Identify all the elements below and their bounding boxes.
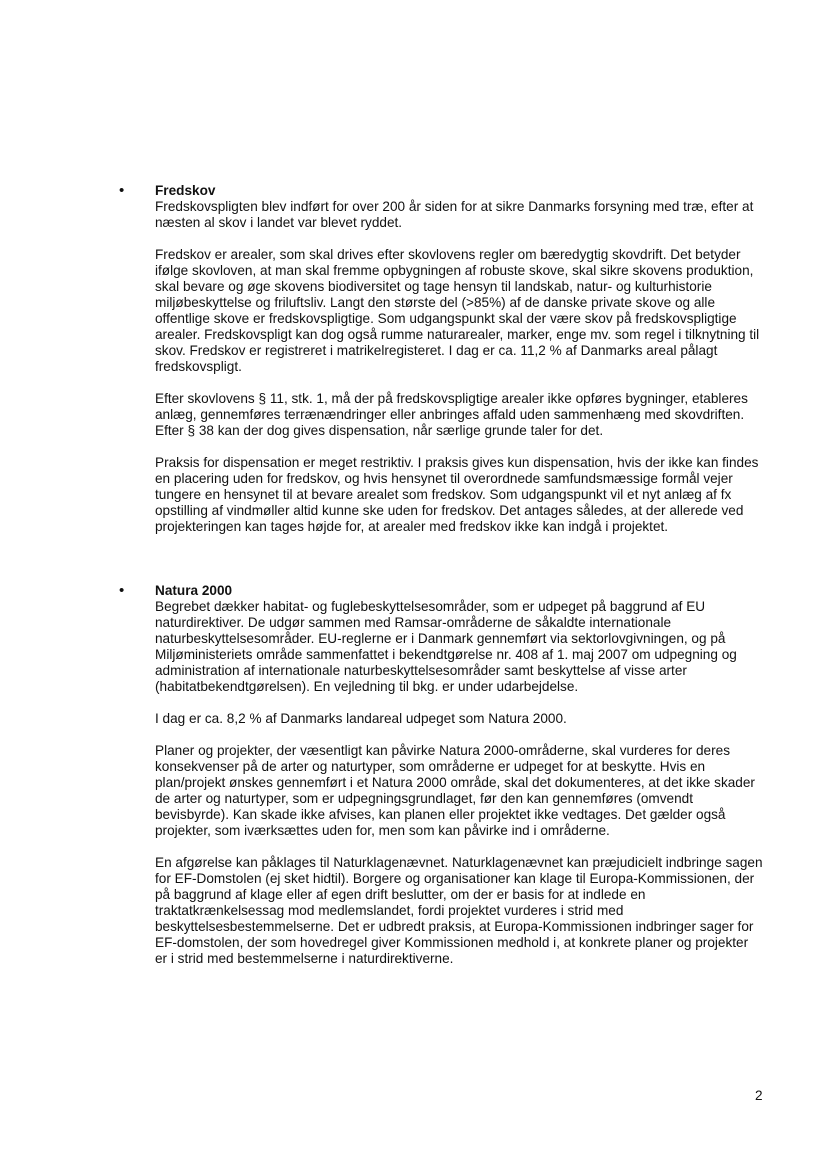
paragraph: Fredskov er arealer, som skal drives efter skovlovens regler om bæredygtig skovdrift. Det betyder ifølge skovloven, at man skal fremme opbygningen af robuste skove, skal sikre skovens produktion, skal bevare og øge skovens biodiversitet og tage hensyn til landskab, natur- og kulturhistorie miljøbeskyttelse og friluftsliv. Langt den største del (>85%) af de danske private skove og alle offentlige skove er fredskovspligtige. Som udgangspunkt skal der være skov på fredskovspligtige arealer. Fredskovspligt kan dog også rumme naturarealer, marker, enge mv. som regel i tilknytning til skov. Fredskov er registreret i matrikelregisteret. I dag er ca. 11,2 % af Danmarks areal pålagt fredskovspligt. bbox=[155, 247, 760, 374]
paragraph: Fredskovspligten blev indført for over 200 år siden for at sikre Danmarks forsyning med træ, efter at næsten al skov i landet var blevet ryddet. bbox=[155, 199, 754, 230]
bullet: • bbox=[119, 182, 125, 199]
section-natura-2000 bbox=[119, 582, 763, 967]
paragraph: Efter skovlovens § 11, stk. 1, må der på fredskovspligtige arealer ikke opføres bygninger, etableres anlæg, gennemføres terrænændringer eller anbringes affald uden sammenhæng med skovdriften. Efter § 38 kan der dog gives dispensation, når særlige grunde taler for det. bbox=[155, 391, 748, 438]
section-heading: Fredskov bbox=[155, 183, 216, 198]
paragraph: Praksis for dispensation er meget restriktiv. I praksis gives kun dispensation, hvis der ikke kan findes en placering uden for fredskov, og hvis hensynet til overordnede samfundsmæssige formål vejer tungere en hensynet til at bevare arealet som fredskov. Som udgangspunkt vil et nyt anlæg af fx opstilling af vindmøller altid kunne ske uden for fredskov. Det antages således, at der allerede ved projekteringen kan tages højde for, at arealer med fredskov ikke kan indgå i projektet. bbox=[155, 455, 759, 534]
page-number: 2 bbox=[755, 1088, 763, 1103]
bullet: • bbox=[119, 582, 125, 599]
paragraph: Begrebet dækker habitat- og fuglebeskyttelsesområder, som er udpeget på baggrund af EU naturdirektiver. De udgør sammen med Ramsar-områderne de såkaldte internationale naturbeskyttelsesområder. EU-reglerne er i Danmark gennemført via sektorlovgivningen, og på Miljøministeriets område sammenfattet i bekendtgørelse nr. 408 af 1. maj 2007 om udpegning og administration af internationale naturbeskyttelsesområder samt beskyttelse af visse arter (habitatbekendtgørelsen). En vejledning til bkg. er under udarbejdelse. bbox=[155, 599, 737, 694]
paragraph: Planer og projekter, der væsentligt kan påvirke Natura 2000-områderne, skal vurderes for deres konsekvenser på de arter og naturtyper, som områderne er udpeget for at beskytte. Hvis en plan/projekt ønskes gennemført i et Natura 2000 område, skal det dokumenteres, at det ikke skader de arter og naturtyper, som er udpegningsgrundlaget, før den kan gennemføres (omvendt bevisbyrde). Kan skade ikke afvises, kan planen eller projektet ikke vedtages. Det gælder også projekter, som iværksættes uden for, men som kan påvirke ind i områderne. bbox=[155, 743, 755, 838]
paragraph: I dag er ca. 8,2 % af Danmarks landareal udpeget som Natura 2000. bbox=[155, 711, 567, 726]
section-heading: Natura 2000 bbox=[155, 583, 233, 598]
section-fredskov bbox=[119, 182, 763, 535]
paragraph: En afgørelse kan påklages til Naturklagenævnet. Naturklagenævnet kan præjudicielt indbringe sagen for EF-Domstolen (ej sket hidtil). Borgere og organisationer kan klage til Europa-Kommissionen, der på baggrund af klage eller af egen drift beslutter, om der er basis for at indlede en traktatkrænkelsessag mod medlemslandet, fordi projektet vurderes i strid med beskyttelsesbestemmelserne. Det er udbredt praksis, at Europa-Kommissionen indbringer sager for EF-domstolen, der som hovedregel giver Kommissionen medhold i, at konkrete planer og projekter er i strid med bestemmelserne i naturdirektiverne. bbox=[155, 855, 763, 966]
